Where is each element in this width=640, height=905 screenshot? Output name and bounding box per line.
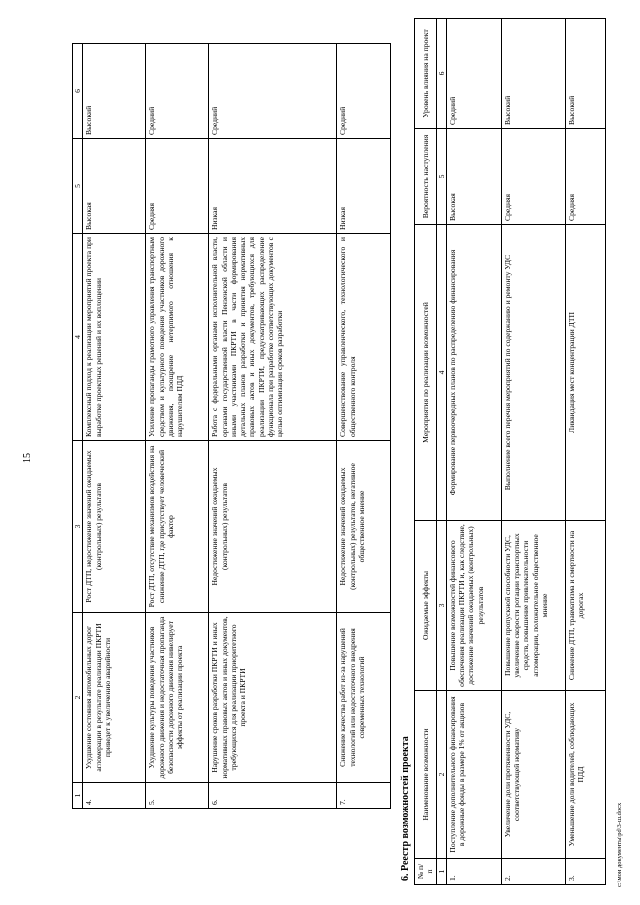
header-effects: Ожидаемые эффекты — [415, 521, 437, 691]
opportunity-effects: Снижение ДТП, травматизма и смертности на дорогах — [565, 521, 605, 691]
opportunity-probability: Средняя — [501, 129, 565, 225]
header-probability: Вероятность наступления — [415, 129, 437, 225]
row-number: 2. — [501, 859, 565, 885]
risk-level: Средний — [209, 44, 337, 139]
risk-measures: Совершенствование управленческого, технологического и общественного контроля — [337, 234, 391, 441]
table-row — [209, 44, 337, 809]
risk-measures: Комплексный подход к реализации мероприятий проекта при выработке проектных решений и их воплощении — [83, 234, 146, 441]
col-number: 1 — [73, 783, 83, 809]
row-number: 4. — [83, 783, 146, 809]
risk-probability: Низкая — [209, 139, 337, 234]
col-number: 6 — [436, 19, 446, 129]
col-number: 3 — [73, 441, 83, 613]
page-number: 15 — [22, 453, 33, 463]
table-row — [337, 44, 391, 809]
opportunity-effects: Повышение пропускной способности УДС, увеличение скорости ротации транспортных средств, повышение привлекательности агломерации, положительное общественное мнение — [501, 521, 565, 691]
risk-level: Высокий — [83, 44, 146, 139]
risk-measures: Усиление пропаганды грамотного управления транспортным средством и культурного поведения участников дорожного движения, поощрение нетерпимого отношения к нарушителям ПДД — [146, 234, 209, 441]
table-header-row — [415, 19, 437, 885]
risk-effect: Недостижение значений ожидаемых (контрольных) результатов, негативное общественное мнение — [337, 441, 391, 613]
table-row — [565, 19, 605, 885]
opportunity-name: Увеличение доли протяженности УДС, соответствующей нормативу — [501, 691, 565, 859]
col-number: 4 — [436, 225, 446, 521]
opportunity-name: Уменьшение доли водителей, соблюдающих ПДД — [565, 691, 605, 859]
col-number: 4 — [73, 234, 83, 441]
file-path-footer: c:\мои документы\pd\3-ш.docx — [616, 802, 623, 887]
row-number: 1. — [446, 859, 501, 885]
col-number: 5 — [436, 129, 446, 225]
opportunity-effects: Повышение возможностей финансового обеспечения реализации ПКРТИ и, как следствие, достижение значений ожидаемых (контрольных) результатов — [446, 521, 501, 691]
table-row — [501, 19, 565, 885]
opportunities-register-table — [414, 18, 606, 885]
col-number: 3 — [436, 521, 446, 691]
risk-effect: Недостижение значений ожидаемых (контрольных) результатов — [209, 441, 337, 613]
opportunity-measures: Выполнение всего перечня мероприятий по содержанию и ремонту УДС — [501, 225, 565, 521]
col-number: 5 — [73, 139, 83, 234]
opportunity-probability: Высокая — [446, 129, 501, 225]
opportunity-name: Поступление дополнительного финансирования в дорожные фонды в размере 1% от акцизов — [446, 691, 501, 859]
row-number: 3. — [565, 859, 605, 885]
section-title: 6. Реестр возможностей проекта — [400, 736, 411, 881]
risk-register-table — [72, 43, 391, 809]
risk-probability: Низкая — [337, 139, 391, 234]
header-name: Наименование возможности — [415, 691, 437, 859]
risk-probability: Высокая — [83, 139, 146, 234]
opportunity-measures: Ликвидация мест концентрации ДТП — [565, 225, 605, 521]
opportunity-level: Средний — [446, 19, 501, 129]
col-number: 2 — [436, 691, 446, 859]
row-number: 5. — [146, 783, 209, 809]
header-level: Уровень влияния на проект — [415, 19, 437, 129]
risk-measures: Работа с федеральными органами исполнительной власти, органами государственной власти Пензенской области и иными участниками ПКРТИ в части формирования детальных планов разработки и принятия нормативных правовых актов и иных документов, требующихся для реализации ПКРТИ, предусматривающих распределение функционала при разработке соответствующих документов с целью оптимизации сроков разработки — [209, 234, 337, 441]
risk-name: Нарушение сроков разработки ПКРТИ и иных нормативных правовых актов и иных документов, требующихся для реализации приоритетного проекта и ПКРТИ — [209, 613, 337, 783]
opportunity-measures: Формирование первоочередных планов по распределению финансирования — [446, 225, 501, 521]
risk-level: Средний — [146, 44, 209, 139]
col-number: 2 — [73, 613, 83, 783]
col-number: 1 — [436, 859, 446, 885]
opportunity-probability: Средняя — [565, 129, 605, 225]
risk-effect: Рост ДТП, недостижение значений ожидаемых (контрольных) результатов — [83, 441, 146, 613]
col-number: 6 — [73, 44, 83, 139]
opportunity-level: Высокий — [565, 19, 605, 129]
risk-table-column-numbers — [73, 44, 83, 809]
risk-effect: Рост ДТП, отсутствие механизмов воздействия на снижение ДТП, где присутствует человеческий фактор — [146, 441, 209, 613]
table-row — [83, 44, 146, 809]
row-number: 6. — [209, 783, 337, 809]
risk-name: Ухудшение культуры поведения участников дорожного движения и недостаточная пропаганда безопасности дорожного движения нивелирует эффекты от реализации проекта — [146, 613, 209, 783]
risk-level: Средний — [337, 44, 391, 139]
header-number: № п/п — [415, 859, 437, 885]
table-row — [446, 19, 501, 885]
header-measures: Мероприятия по реализации возможностей — [415, 225, 437, 521]
risk-probability: Средняя — [146, 139, 209, 234]
risk-name: Снижение качества работ из-за нарушений технологий или недостаточного внедрения современных технологий — [337, 613, 391, 783]
table-row — [146, 44, 209, 809]
risk-name: Ухудшение состояния автомобильных дорог агломерации в результате реализации ПКРТИ приведет к увеличению аварийности — [83, 613, 146, 783]
row-number: 7. — [337, 783, 391, 809]
opportunity-level: Высокий — [501, 19, 565, 129]
opp-table-column-numbers — [436, 19, 446, 885]
